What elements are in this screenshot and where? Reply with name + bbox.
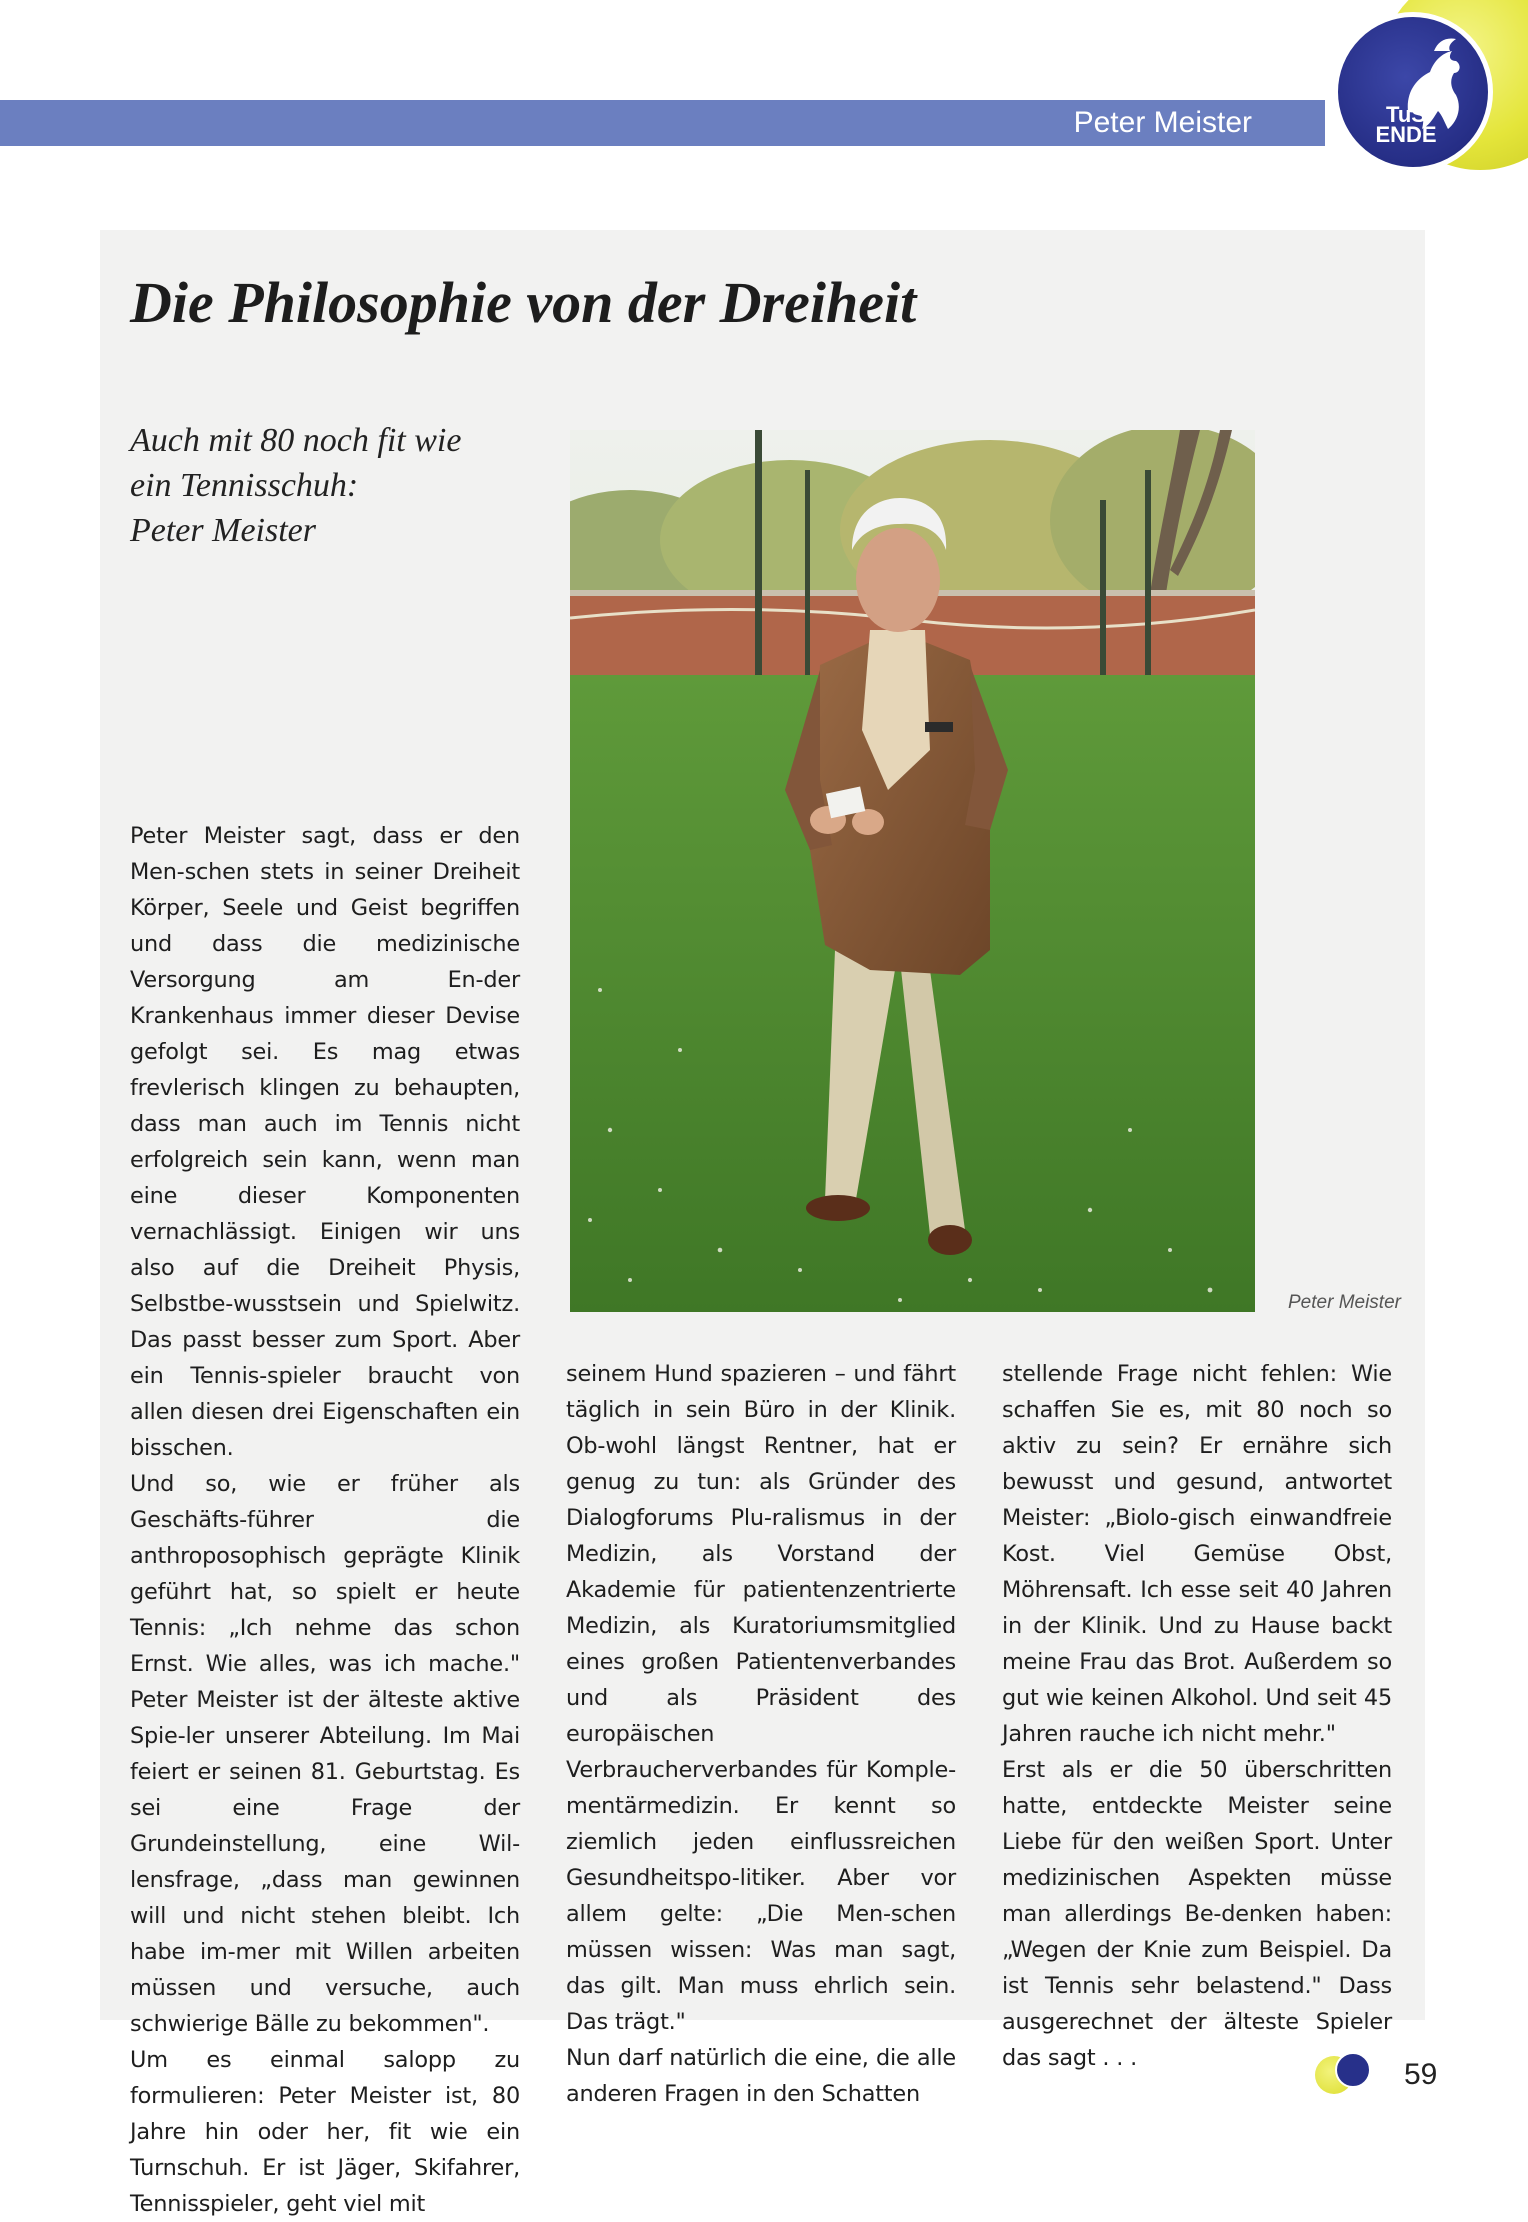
portrait-photo (570, 430, 1255, 1312)
article-column-2 (566, 1356, 956, 2112)
logo-text-line1: TuS (1386, 102, 1426, 127)
paragraph: Um es einmal salopp zu formulieren: Peter Meister ist, 80 Jahre hin oder her, fit wie ein Turnschuh. Er ist Jäger, Skifahrer, Tennisspieler, geht viel mit (130, 2047, 520, 2217)
photo-caption: Peter Meister (1288, 1292, 1401, 1313)
article-subtitle (130, 418, 550, 553)
paragraph: Peter Meister sagt, dass er den Men-schen stets in seiner Dreiheit Körper, Seele und Geist begriffen und dass die medizinische Versorgung am En-der Krankenhaus immer dieser Devise gefolgt sei. Es mag etwas frevlerisch klingen zu behaupten, dass man auch im Tennis nicht erfolgreich sein kann, wenn man eine dieser Komponenten vernachlässigt. Einigen wir uns also auf die Dreiheit Physis, Selbstbe-wusstsein und Spielwitz. Das passt besser zum Sport. Aber ein Tennis-spieler braucht von allen diesen drei Eigenschaften ein bisschen. (130, 823, 520, 1461)
paragraph: Nun darf natürlich die eine, die alle anderen Fragen in den Schatten (566, 2045, 956, 2107)
club-logo (1325, 0, 1528, 188)
header-title: Peter Meister (1073, 106, 1252, 139)
article-headline: Die Philosophie von der Dreiheit (130, 270, 917, 335)
logo-text-line2: ENDE (1375, 122, 1437, 147)
logo-text (1366, 102, 1446, 147)
header-band (0, 100, 1330, 146)
subtitle-line: Auch mit 80 noch fit wie (130, 422, 462, 459)
subtitle-line: ein Tennisschuh: (130, 467, 359, 504)
paragraph: stellende Frage nicht fehlen: Wie schaffen Sie es, mit 80 noch so aktiv zu sein? Er ernähre sich bewusst und gesund, antwortet Meister: „Biolo-gisch einwandfreie Kost. Viel Gemüse Obst, Möhrensaft. Ich esse seit 40 Jahren in der Klinik. Und zu Hause backt meine Frau das Brot. Außerdem so gut wie keinen Alkohol. Und seit 45 Jahren rauche ich nicht mehr." (1002, 1361, 1392, 1747)
footer-logo-icon (1315, 2050, 1373, 2098)
tus-ende-seal (1333, 12, 1493, 172)
paragraph: seinem Hund spazieren – und fährt täglich in sein Büro in der Klinik. Ob-wohl längst Rentner, hat er genug zu tun: als Gründer des Dialogforums Plu-ralismus in der Medizin, als Vorstand der Akademie für patientenzentrierte Medizin, als Kuratoriumsmitglied eines großen Patientenverbandes und als Präsident des europäischen Verbraucherverbandes für Komple-mentärmedizin. Er kennt so ziemlich jeden einflussreichen Gesundheitspo-litiker. Aber vor allem gelte: „Die Men-schen müssen wissen: Was man sagt, das gilt. Man muss ehrlich sein. Das trägt." (566, 1361, 956, 2035)
subtitle-line: Peter Meister (130, 512, 316, 549)
page-number: 59 (1404, 2058, 1438, 2091)
paragraph: Und so, wie er früher als Geschäfts-führer die anthroposophisch geprägte Klinik geführt hat, so spielt er heute Tennis: „Ich nehme das schon Ernst. Wie alles, was ich mache." Peter Meister ist der älteste aktive Spie-ler unserer Abteilung. Im Mai feiert er seinen 81. Geburtstag. Es sei eine Frage der Grundeinstellung, eine Wil-lensfrage, „dass man gewinnen will und nicht stehen bleibt. Ich habe im-mer mit Willen arbeiten müssen und versuche, auch schwierige Bälle zu bekommen". (130, 1471, 520, 2037)
footer-seal-icon (1335, 2052, 1371, 2088)
paragraph: Erst als er die 50 überschritten hatte, entdeckte Meister seine Liebe für den weißen Sport. Unter medizinischen Aspekten müsse man allerdings Be-denken haben: „Wegen der Knie zum Beispiel. Da ist Tennis sehr belastend." Dass ausgerechnet der älteste Spieler das sagt . . . (1002, 1757, 1392, 2071)
article-column-3 (1002, 1356, 1392, 2076)
article-column-1 (130, 818, 520, 2222)
